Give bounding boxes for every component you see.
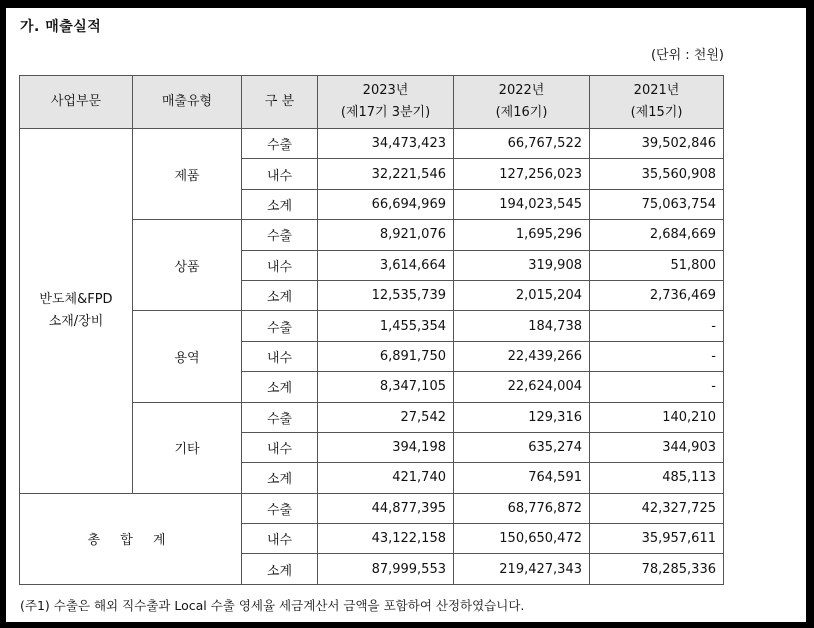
grand-total-label: 총 합 계 — [20, 493, 242, 584]
sales-type-cell: 제품 — [133, 129, 242, 220]
header-2021 — [590, 76, 724, 129]
total-2022-cell: 68,776,872 — [454, 493, 590, 523]
sales-type-cell: 용역 — [133, 311, 242, 402]
value-2022-cell: 194,023,545 — [454, 189, 590, 219]
value-2022-cell: 764,591 — [454, 463, 590, 493]
value-2021-cell: 344,903 — [590, 432, 724, 462]
header-2023-year: 2023년 — [362, 83, 409, 98]
header-2022-year: 2022년 — [498, 83, 545, 98]
header-2021-period: (제15기) — [630, 105, 683, 120]
category-cell: 내수 — [242, 524, 318, 554]
value-2021-cell: - — [590, 341, 724, 371]
header-2022 — [454, 76, 590, 129]
value-2022-cell: 22,624,004 — [454, 372, 590, 402]
category-cell: 내수 — [242, 250, 318, 280]
value-2023-cell: 12,535,739 — [318, 280, 454, 310]
value-2022-cell: 184,738 — [454, 311, 590, 341]
value-2021-cell: 39,502,846 — [590, 129, 724, 159]
business-division-cell — [20, 129, 133, 494]
document-page — [6, 8, 806, 622]
category-cell: 수출 — [242, 129, 318, 159]
total-2022-cell: 219,427,343 — [454, 554, 590, 584]
total-2021-cell: 42,327,725 — [590, 493, 724, 523]
category-cell: 소계 — [242, 189, 318, 219]
category-cell: 내수 — [242, 341, 318, 371]
value-2023-cell: 27,542 — [318, 402, 454, 432]
table-header-row — [20, 76, 724, 129]
category-cell: 내수 — [242, 432, 318, 462]
value-2023-cell: 8,347,105 — [318, 372, 454, 402]
value-2023-cell: 394,198 — [318, 432, 454, 462]
value-2021-cell: - — [590, 311, 724, 341]
value-2023-cell: 1,455,354 — [318, 311, 454, 341]
value-2022-cell: 1,695,296 — [454, 220, 590, 250]
table-body — [20, 129, 724, 585]
value-2021-cell: 140,210 — [590, 402, 724, 432]
category-cell: 수출 — [242, 493, 318, 523]
total-2023-cell: 87,999,553 — [318, 554, 454, 584]
business-division-line2: 소재/장비 — [48, 313, 104, 329]
value-2021-cell: 35,560,908 — [590, 159, 724, 189]
value-2023-cell: 6,891,750 — [318, 341, 454, 371]
total-2023-cell: 43,122,158 — [318, 524, 454, 554]
value-2022-cell: 127,256,023 — [454, 159, 590, 189]
category-cell: 수출 — [242, 220, 318, 250]
total-2022-cell: 150,650,472 — [454, 524, 590, 554]
category-cell: 소계 — [242, 554, 318, 584]
header-business-division: 사업부문 — [20, 76, 133, 129]
footnote: (주1) 수출은 해외 직수출과 Local 수출 영세율 세금계산서 금액을 포함하여 산정하였습니다. — [20, 598, 525, 613]
category-cell: 소계 — [242, 372, 318, 402]
value-2023-cell: 66,694,969 — [318, 189, 454, 219]
category-cell: 수출 — [242, 311, 318, 341]
category-cell: 수출 — [242, 402, 318, 432]
value-2023-cell: 3,614,664 — [318, 250, 454, 280]
value-2021-cell: 485,113 — [590, 463, 724, 493]
value-2021-cell: 2,684,669 — [590, 220, 724, 250]
value-2021-cell: 75,063,754 — [590, 189, 724, 219]
value-2023-cell: 32,221,546 — [318, 159, 454, 189]
value-2021-cell: 51,800 — [590, 250, 724, 280]
value-2021-cell: 2,736,469 — [590, 280, 724, 310]
business-division-line1: 반도체&FPD — [39, 291, 113, 307]
header-category: 구 분 — [242, 76, 318, 129]
value-2022-cell: 2,015,204 — [454, 280, 590, 310]
header-sales-type: 매출유형 — [133, 76, 242, 129]
value-2023-cell: 421,740 — [318, 463, 454, 493]
total-2023-cell: 44,877,395 — [318, 493, 454, 523]
value-2023-cell: 34,473,423 — [318, 129, 454, 159]
sales-type-cell: 상품 — [133, 220, 242, 311]
value-2022-cell: 319,908 — [454, 250, 590, 280]
value-2022-cell: 635,274 — [454, 432, 590, 462]
sales-table — [19, 75, 724, 585]
total-2021-cell: 78,285,336 — [590, 554, 724, 584]
total-row — [20, 493, 724, 523]
header-2023 — [318, 76, 454, 129]
section-heading: 가. 매출실적 — [20, 19, 102, 35]
value-2023-cell: 8,921,076 — [318, 220, 454, 250]
category-cell: 소계 — [242, 280, 318, 310]
table-row — [20, 129, 724, 159]
category-cell: 소계 — [242, 463, 318, 493]
header-2021-year: 2021년 — [633, 83, 680, 98]
value-2022-cell: 22,439,266 — [454, 341, 590, 371]
category-cell: 내수 — [242, 159, 318, 189]
total-2021-cell: 35,957,611 — [590, 524, 724, 554]
unit-label: (단위 : 천원) — [650, 48, 724, 63]
header-2022-period: (제16기) — [495, 105, 548, 120]
value-2022-cell: 66,767,522 — [454, 129, 590, 159]
header-2023-period: (제17기 3분기) — [340, 105, 431, 120]
value-2022-cell: 129,316 — [454, 402, 590, 432]
sales-type-cell: 기타 — [133, 402, 242, 493]
value-2021-cell: - — [590, 372, 724, 402]
